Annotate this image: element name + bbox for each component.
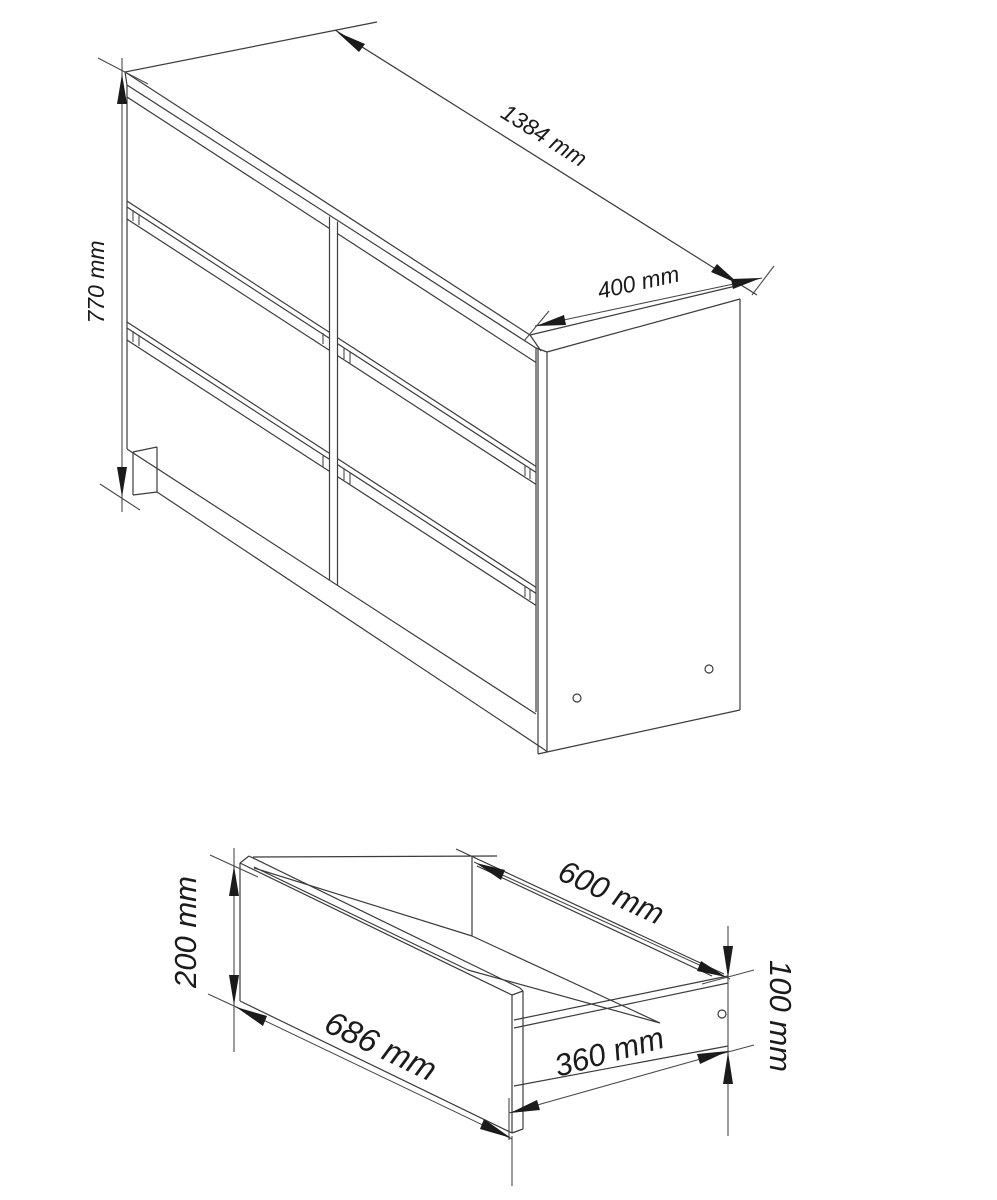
arrowhead xyxy=(337,32,365,52)
dresser-groove-notches xyxy=(133,210,530,600)
dresser-drawer-fronts xyxy=(127,97,536,605)
arrowhead xyxy=(510,1100,540,1113)
arrowhead xyxy=(697,961,726,977)
arrowhead xyxy=(117,467,127,497)
dim-label-width-1384: 1384 mm xyxy=(496,98,592,172)
dim-label-front-width-686: 686 mm xyxy=(319,1003,443,1088)
dim-label-depth-400: 400 mm xyxy=(594,260,682,304)
drawer-front-panel xyxy=(240,856,523,1133)
screw-hole xyxy=(573,694,581,702)
dim-label-depth-360: 360 mm xyxy=(550,1020,668,1084)
dim-label-front-height-200: 200 mm xyxy=(168,876,203,988)
dim-label-height-770: 770 mm xyxy=(83,240,109,324)
arrowhead xyxy=(697,1051,728,1064)
dim-label-side-height-100: 100 mm xyxy=(763,960,798,1072)
arrowhead xyxy=(723,1052,733,1084)
dim-label-inner-width-600: 600 mm xyxy=(553,853,670,932)
arrowhead xyxy=(229,866,239,896)
screw-hole xyxy=(705,665,713,673)
arrowhead xyxy=(723,946,733,978)
dresser-view xyxy=(83,22,774,754)
arrowhead xyxy=(229,975,239,1005)
drawer-view xyxy=(168,848,798,1186)
arrowhead xyxy=(731,278,761,289)
arrowhead xyxy=(480,1119,511,1138)
screw-hole xyxy=(718,1010,726,1018)
arrowhead xyxy=(236,1007,267,1026)
